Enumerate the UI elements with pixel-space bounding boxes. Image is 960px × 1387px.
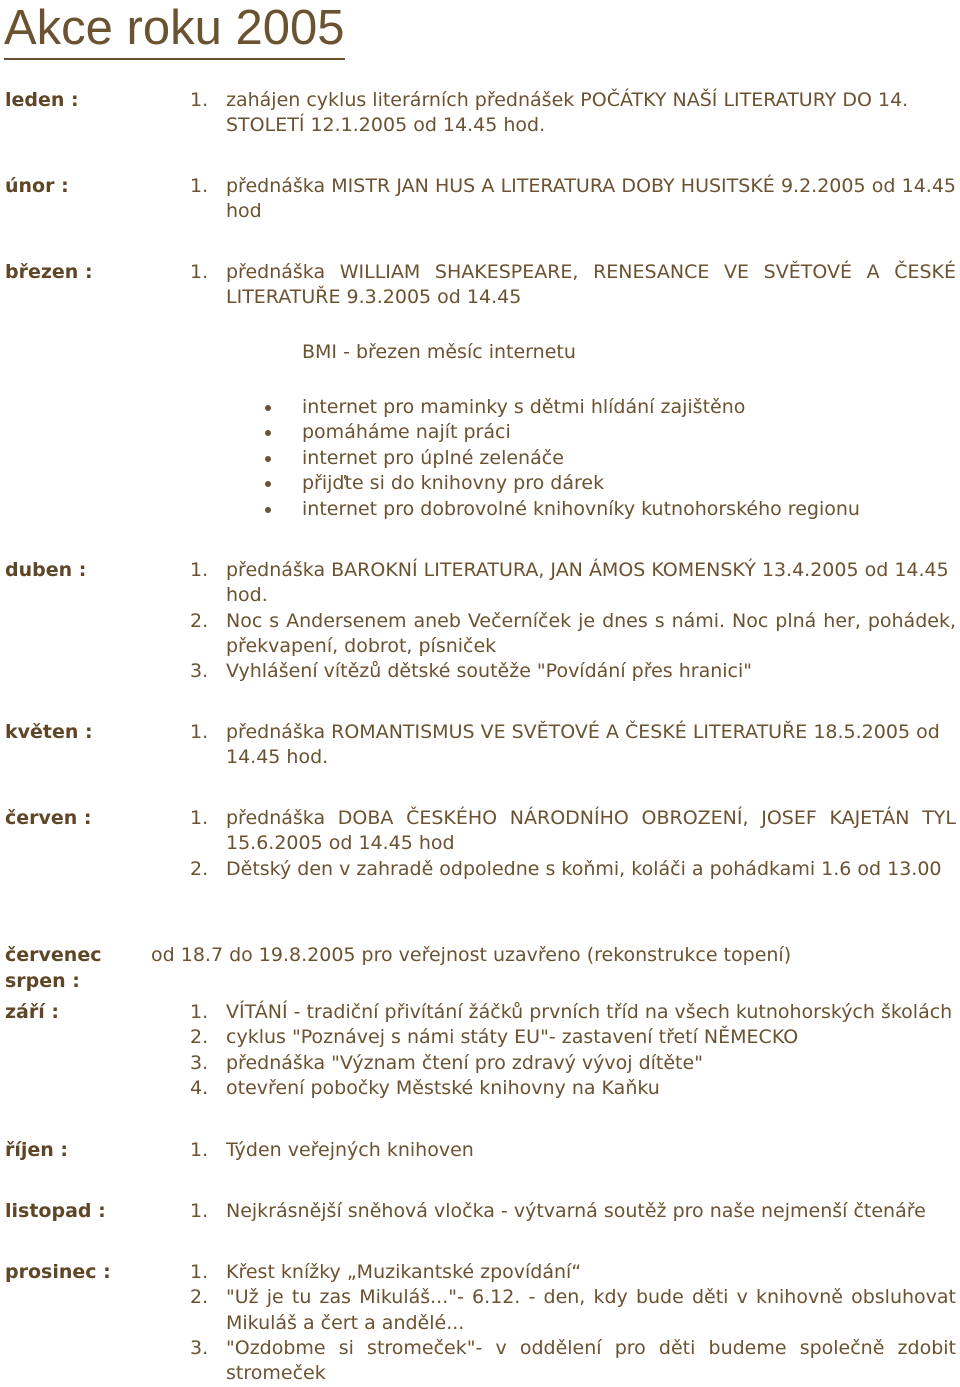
entries-listopad	[190, 1199, 956, 1224]
item-number: 2.	[190, 609, 209, 632]
month-label-prosinec: prosinec :	[5, 1261, 111, 1283]
bmi-item-text: internet pro maminky s dětmi hlídání zajištěno	[302, 396, 746, 418]
list-item	[190, 806, 956, 857]
list-item	[190, 558, 956, 609]
entries-kveten	[190, 720, 956, 771]
item-number: 4.	[190, 1076, 209, 1099]
bullet-icon	[265, 481, 271, 487]
entries-duben	[190, 558, 956, 684]
list-item	[190, 174, 956, 225]
list-item	[190, 1199, 956, 1224]
list-item	[190, 260, 956, 311]
item-number: 1.	[190, 1139, 209, 1161]
bmi-item-text: internet pro úplné zelenáče	[302, 446, 564, 469]
item-number: 1.	[190, 1261, 209, 1283]
item-text: Noc s Andersenem aneb Večerníček je dnes s námi. Noc plná her, pohádek, překvapení, dobrot, písniček	[226, 609, 956, 657]
item-number: 1.	[190, 721, 209, 743]
item-number: 1.	[190, 89, 209, 111]
item-text: přednáška BAROKNÍ LITERATURA, JAN ÁMOS KOMENSKÝ 13.4.2005 od 14.45 hod.	[226, 559, 949, 607]
item-text: Týden veřejných knihoven	[226, 1139, 474, 1161]
item-text: Vyhlášení vítězů dětské soutěže "Povídání přes hranici"	[226, 660, 753, 683]
item-text: přednáška ROMANTISMUS VE SVĚTOVÉ A ČESKÉ LITERATUŘE 18.5.2005 od 14.45 hod.	[226, 721, 940, 769]
item-number: 3.	[190, 1051, 209, 1074]
month-label-listopad: listopad :	[5, 1200, 106, 1222]
item-text: přednáška DOBA ČESKÉHO NÁRODNÍHO OBROZENÍ, JOSEF KAJETÁN TYL 15.6.2005 od 14.45 hod	[226, 807, 956, 855]
entries-prosinec	[190, 1260, 956, 1386]
entries-cerven	[190, 806, 956, 882]
month-label-cervenec: červenec	[5, 944, 102, 966]
list-item	[190, 1051, 956, 1076]
item-text: otevření pobočky Městské knihovny na Kaňku	[226, 1076, 660, 1099]
list-item	[190, 1260, 956, 1285]
item-text: "Už je tu zas Mikuláš..."- 6.12. - den, kdy bude děti v knihovně obsluhovat Mikuláš a čert a andělé...	[226, 1286, 956, 1334]
list-item	[190, 1285, 956, 1336]
list-item	[190, 1025, 956, 1050]
item-number: 3.	[190, 1336, 209, 1359]
item-number: 1.	[190, 1001, 209, 1023]
entries-rijen	[190, 1138, 956, 1163]
list-item	[190, 1336, 956, 1387]
entries-brezen	[190, 260, 956, 311]
entries-leden	[190, 88, 956, 139]
list-item	[190, 857, 956, 882]
item-number: 2.	[190, 1026, 209, 1049]
summer-closure-text: od 18.7 do 19.8.2005 pro veřejnost uzavřeno (rekonstrukce topení)	[151, 944, 792, 966]
month-label-leden: leden :	[5, 89, 79, 111]
month-label-brezen: březen :	[5, 261, 93, 283]
list-item	[190, 1138, 956, 1163]
list-item	[190, 88, 956, 139]
month-label-zari: září :	[5, 1001, 59, 1023]
month-label-duben: duben :	[5, 559, 87, 581]
month-label-cerven: červen :	[5, 807, 92, 829]
item-number: 2.	[190, 1286, 209, 1309]
bmi-heading: BMI - březen měsíc internetu	[302, 341, 576, 363]
bullet-icon	[265, 507, 271, 513]
list-item	[190, 659, 956, 684]
list-item	[190, 1000, 956, 1025]
item-text: "Ozdobme si stromeček"- v oddělení pro děti budeme společně zdobit stromeček	[226, 1336, 956, 1385]
item-text: Dětský den v zahradě odpoledne s koňmi, koláči a pohádkami 1.6 od 13.00	[226, 857, 942, 880]
item-text: přednáška MISTR JAN HUS A LITERATURA DOBY HUSITSKÉ 9.2.2005 od 14.45 hod	[226, 175, 956, 223]
entries-unor	[190, 174, 956, 225]
bmi-item-text: pomáháme najít práci	[302, 421, 511, 444]
item-text: přednáška WILLIAM SHAKESPEARE, RENESANCE VE SVĚTOVÉ A ČESKÉ LITERATUŘE 9.3.2005 od 14.45	[226, 261, 956, 309]
month-label-unor: únor :	[5, 175, 69, 197]
bmi-item-text: přijďte si do knihovny pro dárek	[302, 472, 605, 495]
month-label-rijen: říjen :	[5, 1139, 69, 1161]
bmi-list-item	[302, 446, 860, 471]
bullet-icon	[265, 405, 271, 411]
item-number: 1.	[190, 807, 209, 829]
bullet-icon	[265, 430, 271, 436]
list-item	[190, 1076, 956, 1101]
item-text: přednáška "Význam čtení pro zdravý vývoj dítěte"	[226, 1051, 703, 1074]
list-item	[190, 720, 956, 771]
item-text: VÍTÁNÍ - tradiční přivítání žáčků prvních tříd na všech kutnohorských školách	[226, 1001, 953, 1023]
item-number: 1.	[190, 1200, 209, 1222]
bmi-list-item	[302, 471, 860, 496]
item-number: 2.	[190, 857, 209, 880]
list-item	[190, 609, 956, 660]
item-text: cyklus "Poznávej s námi státy EU"- zastavení třetí NĚMECKO	[226, 1026, 799, 1049]
item-text: Nejkrásnější sněhová vločka - výtvarná soutěž pro naše nejmenší čtenáře	[226, 1200, 926, 1222]
page-title: Akce roku 2005	[4, 0, 345, 60]
item-text: Křest knížky „Muzikantské zpovídání“	[226, 1261, 582, 1283]
bmi-list	[302, 395, 860, 522]
month-label-srpen: srpen :	[5, 970, 80, 992]
item-number: 1.	[190, 175, 209, 197]
bmi-list-item	[302, 420, 860, 445]
item-number: 3.	[190, 660, 209, 683]
item-text: zahájen cyklus literárních přednášek POČÁTKY NAŠÍ LITERATURY DO 14. STOLETÍ 12.1.2005 od 14.45 hod.	[226, 89, 909, 137]
bmi-list-item	[302, 497, 860, 522]
entries-zari	[190, 1000, 956, 1101]
item-number: 1.	[190, 559, 209, 581]
bullet-icon	[265, 456, 271, 462]
bmi-list-item	[302, 395, 860, 420]
item-number: 1.	[190, 261, 209, 283]
month-label-kveten: květen :	[5, 721, 93, 743]
bmi-item-text: internet pro dobrovolné knihovníky kutnohorského regionu	[302, 497, 860, 520]
